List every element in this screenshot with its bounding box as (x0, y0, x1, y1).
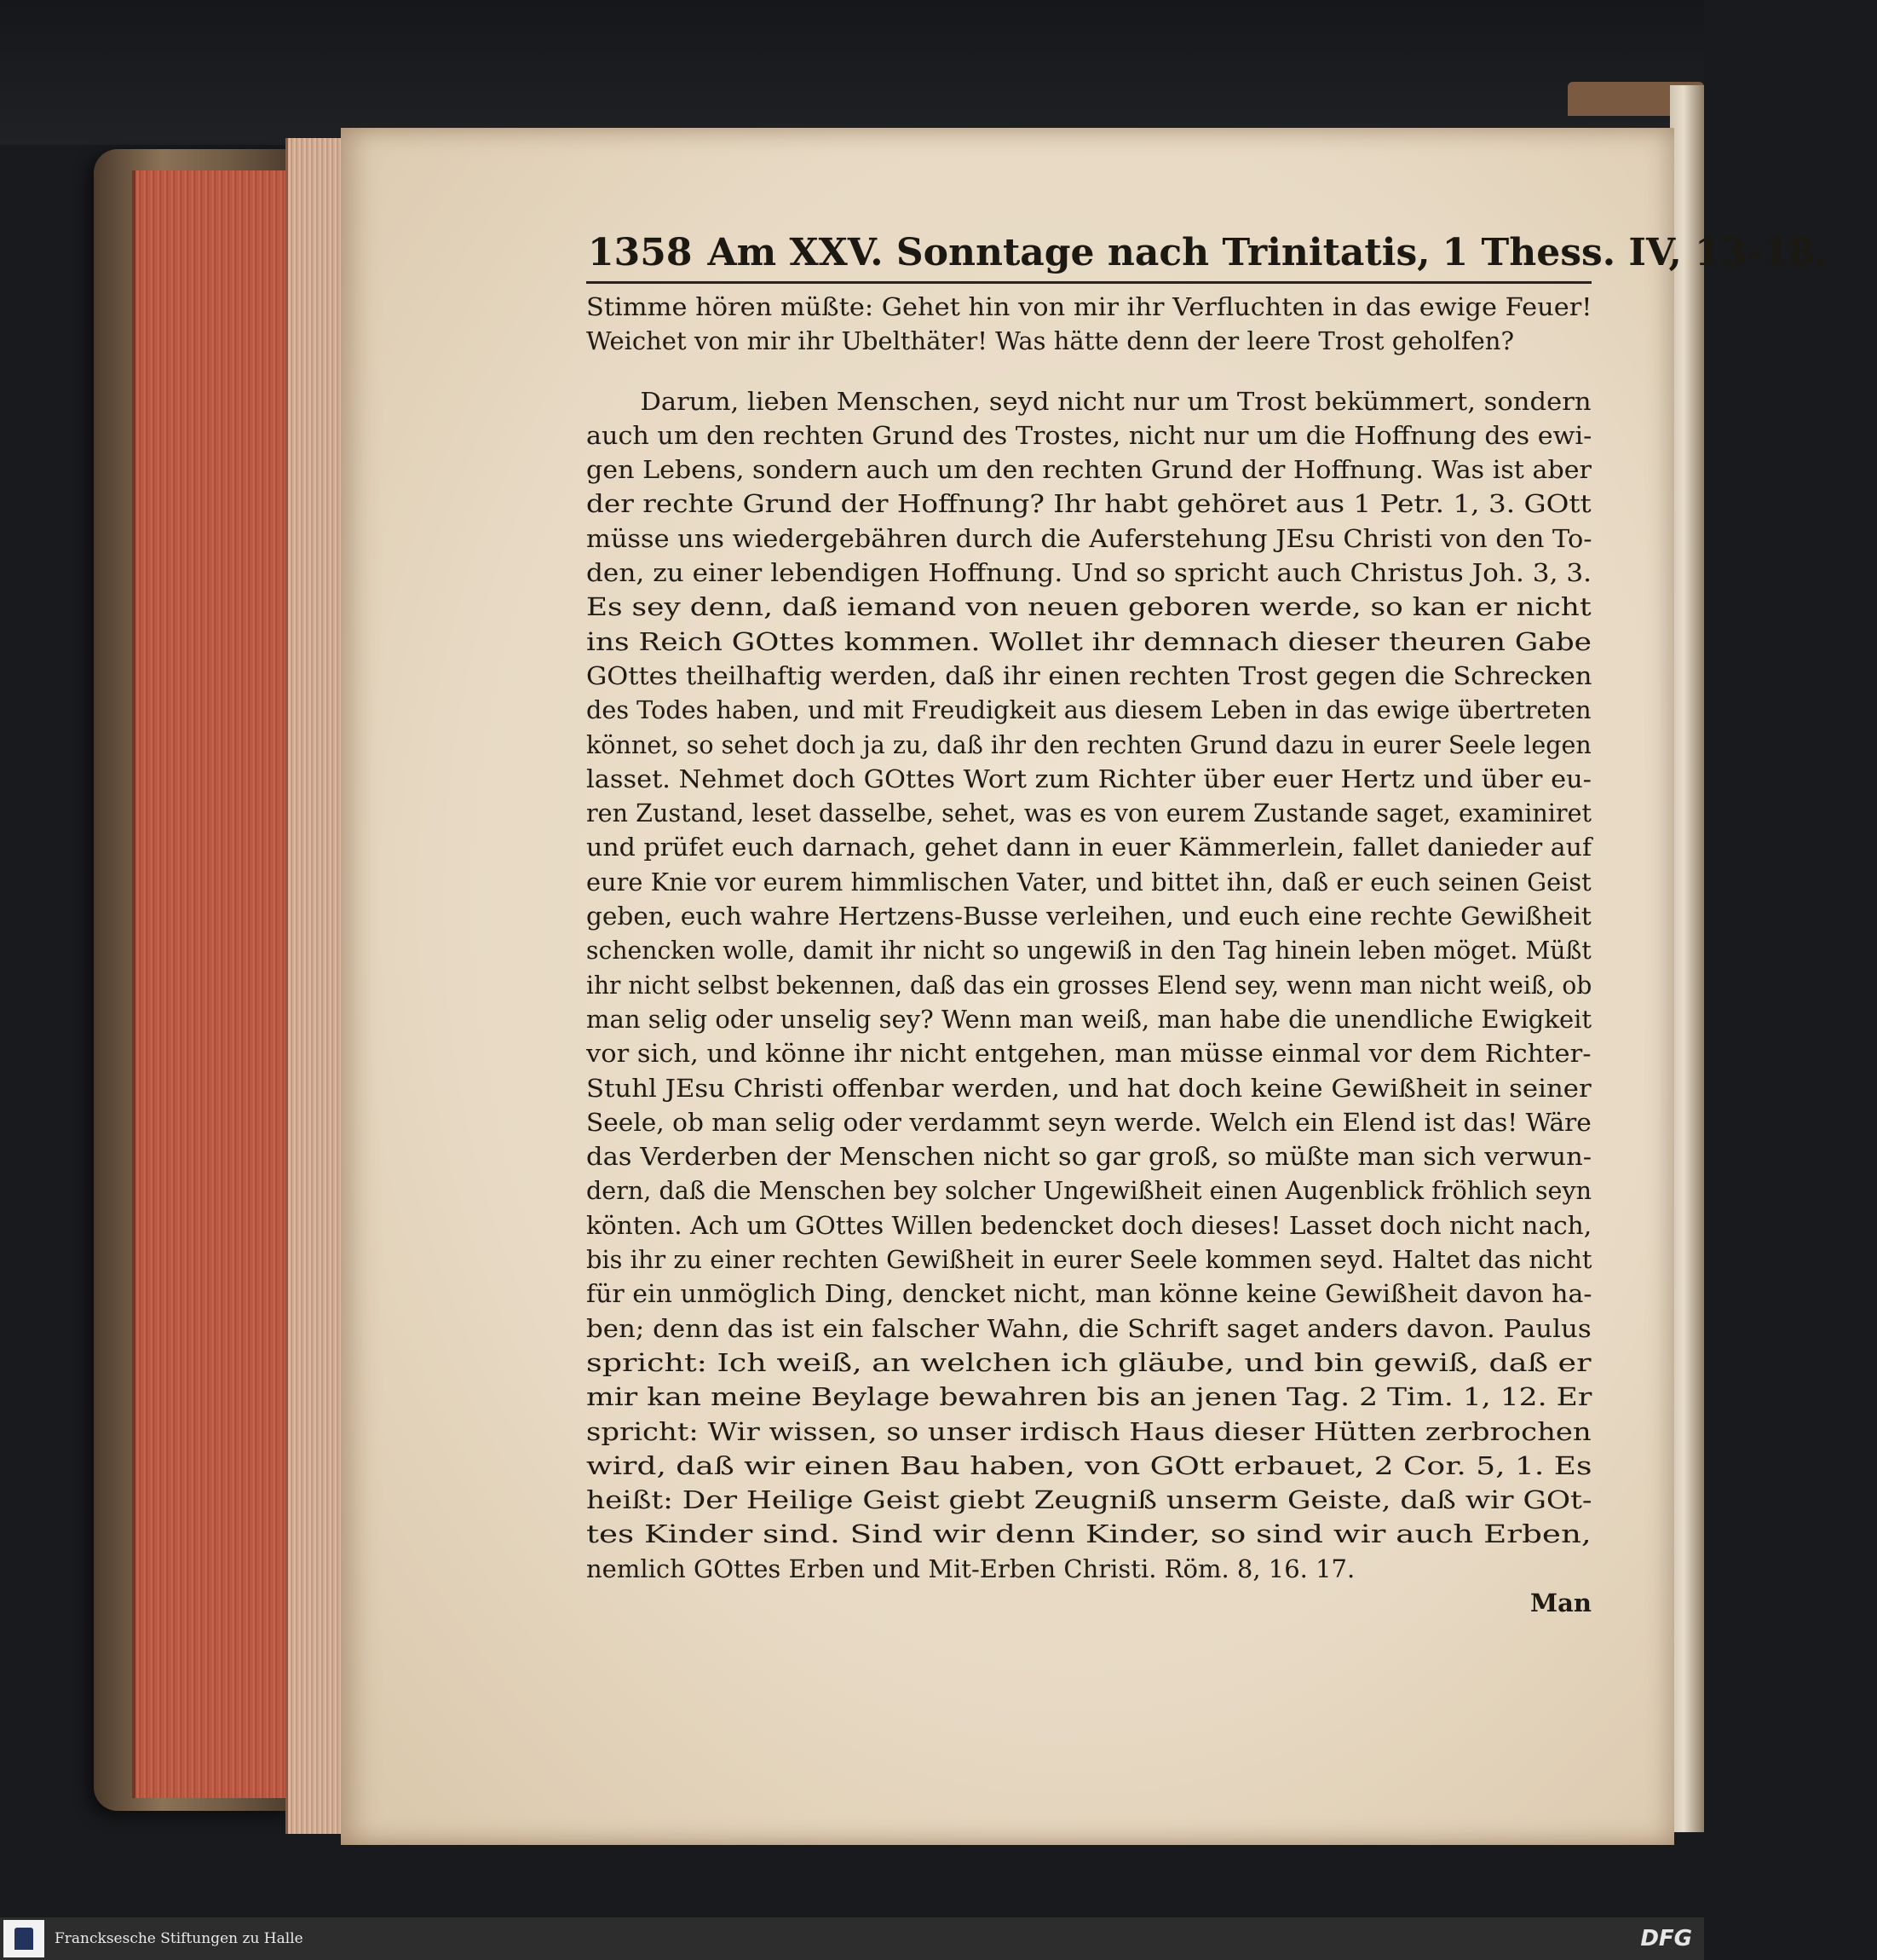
text-line: heißt: Der Heilige Geist giebt Zeugniß unserm Geiste, daß wir GOt- (586, 1485, 1592, 1515)
page-header (588, 222, 1828, 274)
text-line: mir kan meine Beylage bewahren bis an jenen Tag. 2 Tim. 1, 12. Er (586, 1382, 1592, 1412)
header-reference: 1 Thess. IV, 13-18. (1442, 231, 1828, 274)
text-line: tes Kinder sind. Sind wir denn Kinder, so sind wir auch Erben, (586, 1519, 1592, 1549)
text-line: den, zu einer lebendigen Hoffnung. Und so spricht auch Christus Joh. 3, 3. (586, 558, 1592, 588)
text-line: eure Knie vor eurem himmlischen Vater, und bittet ihn, daß er euch seinen Geist (586, 867, 1592, 896)
text-line: schencken wolle, damit ihr nicht so ungewiß in den Tag hinein leben möget. Müßt (586, 936, 1592, 966)
book-gutter (1670, 85, 1704, 1832)
text-line: wird, daß wir einen Bau haben, von GOtt erbauet, 2 Cor. 5, 1. Es (586, 1450, 1592, 1480)
text-line: Stuhl JEsu Christi offenbar werden, und hat doch keine Gewißheit in seiner (586, 1073, 1592, 1103)
text-line: Es sey denn, daß iemand von neuen geboren werde, so kan er nicht (586, 592, 1592, 622)
text-line: man selig oder unselig sey? Wenn man weiß, man habe die unendliche Ewigkeit (586, 1004, 1592, 1034)
text-line: Weichet von mir ihr Ubelthäter! Was hätte denn der leere Trost geholfen? (586, 326, 1515, 356)
text-line: GOttes theilhaftig werden, daß ihr einen rechten Trost gegen die Schrecken (586, 660, 1592, 690)
text-line: geben, euch wahre Hertzens-Busse verleihen, und euch eine rechte Gewißheit (586, 902, 1592, 931)
text-line: ihr nicht selbst bekennen, daß das ein grosses Elend sey, wenn man nicht weiß, ob (586, 970, 1592, 1000)
page-edges (285, 138, 348, 1834)
text-line: bis ihr zu einer rechten Gewißheit in eurer Seele kommen seyd. Haltet das nicht (586, 1245, 1592, 1275)
page-number: 1358 (588, 231, 693, 274)
institution-name[interactable]: Francksesche Stiftungen zu Halle (55, 1930, 303, 1947)
catchword: Man (1530, 1588, 1592, 1617)
text-line: das Verderben der Menschen nicht so gar groß, so müßte man sich verwun- (586, 1142, 1592, 1172)
text-line: spricht: Wir wissen, so unser irdisch Haus dieser Hütten zerbrochen (586, 1416, 1592, 1446)
background-top (0, 0, 1704, 145)
text-line: des Todes haben, und mit Freudigkeit aus diesem Leben in das ewige übertreten (586, 695, 1592, 725)
text-line: könnet, so sehet doch ja zu, daß ihr den rechten Grund dazu in eurer Seele legen (586, 729, 1592, 759)
text-line: und prüfet euch darnach, gehet dann in euer Kämmerlein, fallet danieder auf (586, 833, 1592, 862)
text-line: dern, daß die Menschen bey solcher Ungewißheit einen Augenblick fröhlich seyn (586, 1176, 1592, 1206)
institution-logo[interactable] (3, 1920, 44, 1957)
text-line: lasset. Nehmet doch GOttes Wort zum Richter über euer Hertz und über eu- (586, 764, 1592, 793)
text-line: für ein unmöglich Ding, dencket nicht, man könne keine Gewißheit davon ha- (586, 1279, 1592, 1309)
text-line: Darum, lieben Menschen, seyd nicht nur um Trost bekümmert, sondern (640, 386, 1592, 416)
institution-logo-mark (14, 1928, 33, 1950)
text-line: ins Reich GOttes kommen. Wollet ihr demnach dieser theuren Gabe (586, 626, 1592, 656)
text-line: auch um den rechten Grund des Trostes, nicht nur um die Hoffnung des ewi- (586, 420, 1592, 450)
text-line: ben; denn das ist ein falscher Wahn, die Schrift saget anders davon. Paulus (586, 1313, 1592, 1343)
paragraph-gap (586, 359, 1592, 384)
header-rule (586, 281, 1592, 284)
header-sunday: Am XXV. Sonntage nach Trinitatis, (707, 231, 1431, 274)
body-text (586, 290, 1592, 1620)
text-line: spricht: Ich weiß, an welchen ich gläube, und bin gewiß, daß er (586, 1347, 1592, 1377)
text-line: ren Zustand, leset dasselbe, sehet, was es von eurem Zustande saget, examiniret (586, 798, 1592, 828)
text-line: nemlich GOttes Erben und Mit-Erben Christi. Röm. 8, 16. 17. (586, 1554, 1356, 1583)
dfg-logo[interactable]: DFG (1640, 1926, 1692, 1951)
text-line: müsse uns wiedergebähren durch die Auferstehung JEsu Christi von den To- (586, 523, 1592, 553)
text-line: der rechte Grund der Hoffnung? Ihr habt gehöret aus 1 Petr. 1, 3. GOtt (586, 489, 1592, 519)
page-edges-red (132, 170, 289, 1798)
text-line: vor sich, und könne ihr nicht entgehen, man müsse einmal vor dem Richter- (586, 1039, 1592, 1069)
viewer-footer (0, 1917, 1704, 1960)
text-line: gen Lebens, sondern auch um den rechten Grund der Hoffnung. Was ist aber (586, 455, 1592, 485)
text-line: könten. Ach um GOttes Willen bedencket doch dieses! Lasset doch nicht nach, (586, 1210, 1592, 1240)
text-line: Seele, ob man selig oder verdammt seyn werde. Welch ein Elend ist das! Wäre (586, 1107, 1592, 1137)
text-line: Stimme hören müßte: Gehet hin von mir ihr Verfluchten in das ewige Feuer! (586, 292, 1592, 321)
